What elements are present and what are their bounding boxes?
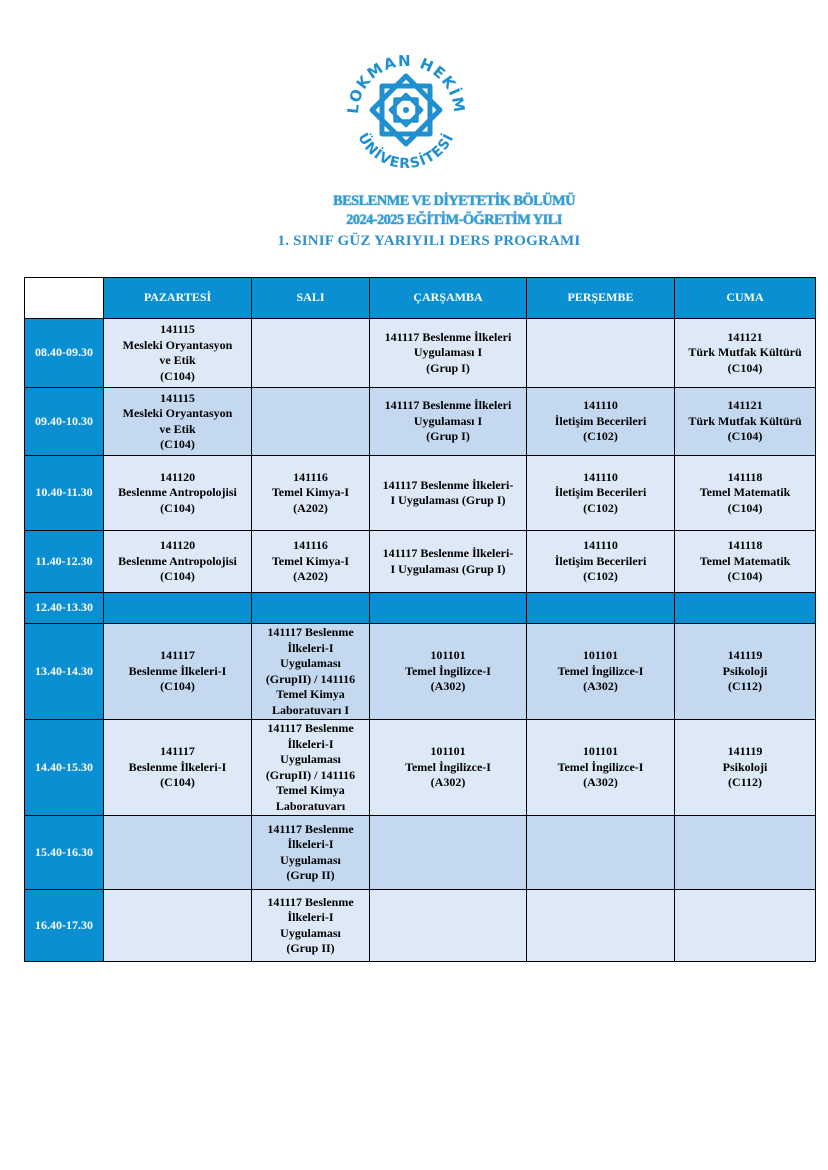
time-slot: 09.40-10.30	[25, 388, 104, 456]
time-slot: 10.40-11.30	[25, 456, 104, 531]
day-header: PAZARTESİ	[104, 278, 252, 319]
course-cell: 101101 Temel İngilizce-I (A302)	[370, 720, 527, 816]
course-cell: 141115 Mesleki Oryantasyon ve Etik (C104)	[104, 319, 252, 388]
lunch-cell	[370, 593, 527, 624]
course-cell	[252, 388, 370, 456]
course-cell	[104, 816, 252, 890]
course-cell: 101101 Temel İngilizce-I (A302)	[527, 624, 675, 720]
schedule-row	[25, 388, 816, 456]
course-cell: 141119 Psikoloji (C112)	[675, 720, 816, 816]
course-schedule-table	[24, 277, 816, 962]
day-header: SALI	[252, 278, 370, 319]
course-cell: 101101 Temel İngilizce-I (A302)	[527, 720, 675, 816]
lunch-cell	[252, 593, 370, 624]
lunch-break-row	[25, 593, 816, 624]
course-cell: 141117 Beslenme İlkeleri- I Uygulaması (Grup I)	[370, 531, 527, 593]
time-slot: 11.40-12.30	[25, 531, 104, 593]
course-cell	[370, 890, 527, 962]
schedule-row	[25, 456, 816, 531]
department-title: BESLENME VE DİYETETİK BÖLÜMÜ	[333, 193, 575, 209]
course-cell: 101101 Temel İngilizce-I (A302)	[370, 624, 527, 720]
program-title: 1. SINIF GÜZ YARIYILI DERS PROGRAMI	[277, 233, 581, 249]
course-cell	[675, 890, 816, 962]
corner-cell	[25, 278, 104, 319]
day-header: ÇARŞAMBA	[370, 278, 527, 319]
course-cell: 141117 Beslenme İlkeleri-I Uygulaması (Grup II)	[252, 890, 370, 962]
lunch-cell	[675, 593, 816, 624]
course-cell: 141117 Beslenme İlkeleri-I Uygulaması (GrupII) / 141116 Temel Kimya Laboratuvarı I	[252, 624, 370, 720]
course-cell: 141110 İletişim Becerileri (C102)	[527, 388, 675, 456]
course-cell: 141121 Türk Mutfak Kültürü (C104)	[675, 388, 816, 456]
time-slot: 14.40-15.30	[25, 720, 104, 816]
course-cell: 141121 Türk Mutfak Kültürü (C104)	[675, 319, 816, 388]
time-slot: 15.40-16.30	[25, 816, 104, 890]
course-cell: 141110 İletişim Becerileri (C102)	[527, 456, 675, 531]
course-cell: 141119 Psikoloji (C112)	[675, 624, 816, 720]
course-cell: 141117 Beslenme İlkeleri-I (C104)	[104, 720, 252, 816]
course-cell: 141117 Beslenme İlkeleri-I Uygulaması (Grup II)	[252, 816, 370, 890]
logo-text-bottom: ÜNİVERSİTESİ	[354, 130, 458, 173]
course-cell: 141117 Beslenme İlkeleri-I (C104)	[104, 624, 252, 720]
course-cell: 141110 İletişim Becerileri (C102)	[527, 531, 675, 593]
svg-text:LOKMAN HEKİM	[344, 52, 469, 115]
course-cell	[370, 816, 527, 890]
course-cell	[104, 890, 252, 962]
course-cell	[252, 319, 370, 388]
day-header: PERŞEMBE	[527, 278, 675, 319]
schedule-row	[25, 720, 816, 816]
course-cell: 141117 Beslenme İlkeleri- I Uygulaması (Grup I)	[370, 456, 527, 531]
university-logo	[340, 44, 472, 176]
schedule-row	[25, 816, 816, 890]
course-cell: 141117 Beslenme İlkeleri Uygulaması I (Grup I)	[370, 319, 527, 388]
course-cell: 141120 Beslenme Antropolojisi (C104)	[104, 531, 252, 593]
time-slot: 16.40-17.30	[25, 890, 104, 962]
logo-emblem-icon	[340, 44, 472, 176]
course-cell: 141116 Temel Kimya-I (A202)	[252, 456, 370, 531]
schedule-row	[25, 624, 816, 720]
course-cell	[527, 816, 675, 890]
course-cell: 141118 Temel Matematik (C104)	[675, 456, 816, 531]
course-cell	[527, 890, 675, 962]
schedule-row	[25, 319, 816, 388]
course-cell: 141115 Mesleki Oryantasyon ve Etik (C104)	[104, 388, 252, 456]
time-slot: 08.40-09.30	[25, 319, 104, 388]
course-cell	[675, 816, 816, 890]
course-cell: 141116 Temel Kimya-I (A202)	[252, 531, 370, 593]
document-title-block	[0, 193, 828, 250]
lunch-cell	[104, 593, 252, 624]
course-cell: 141118 Temel Matematik (C104)	[675, 531, 816, 593]
course-cell: 141120 Beslenme Antropolojisi (C104)	[104, 456, 252, 531]
day-header: CUMA	[675, 278, 816, 319]
schedule-header-row	[25, 278, 816, 319]
academic-year-title: 2024-2025 EĞİTİM-ÖĞRETİM YILI	[346, 212, 562, 228]
time-slot: 12.40-13.30	[25, 593, 104, 624]
time-slot: 13.40-14.30	[25, 624, 104, 720]
schedule-row	[25, 890, 816, 962]
schedule-row	[25, 531, 816, 593]
course-cell: 141117 Beslenme İlkeleri-I Uygulaması (GrupII) / 141116 Temel Kimya Laboratuvarı	[252, 720, 370, 816]
logo-text-top: LOKMAN HEKİM	[343, 51, 469, 115]
lunch-cell	[527, 593, 675, 624]
course-cell	[527, 319, 675, 388]
course-cell: 141117 Beslenme İlkeleri Uygulaması I (Grup I)	[370, 388, 527, 456]
